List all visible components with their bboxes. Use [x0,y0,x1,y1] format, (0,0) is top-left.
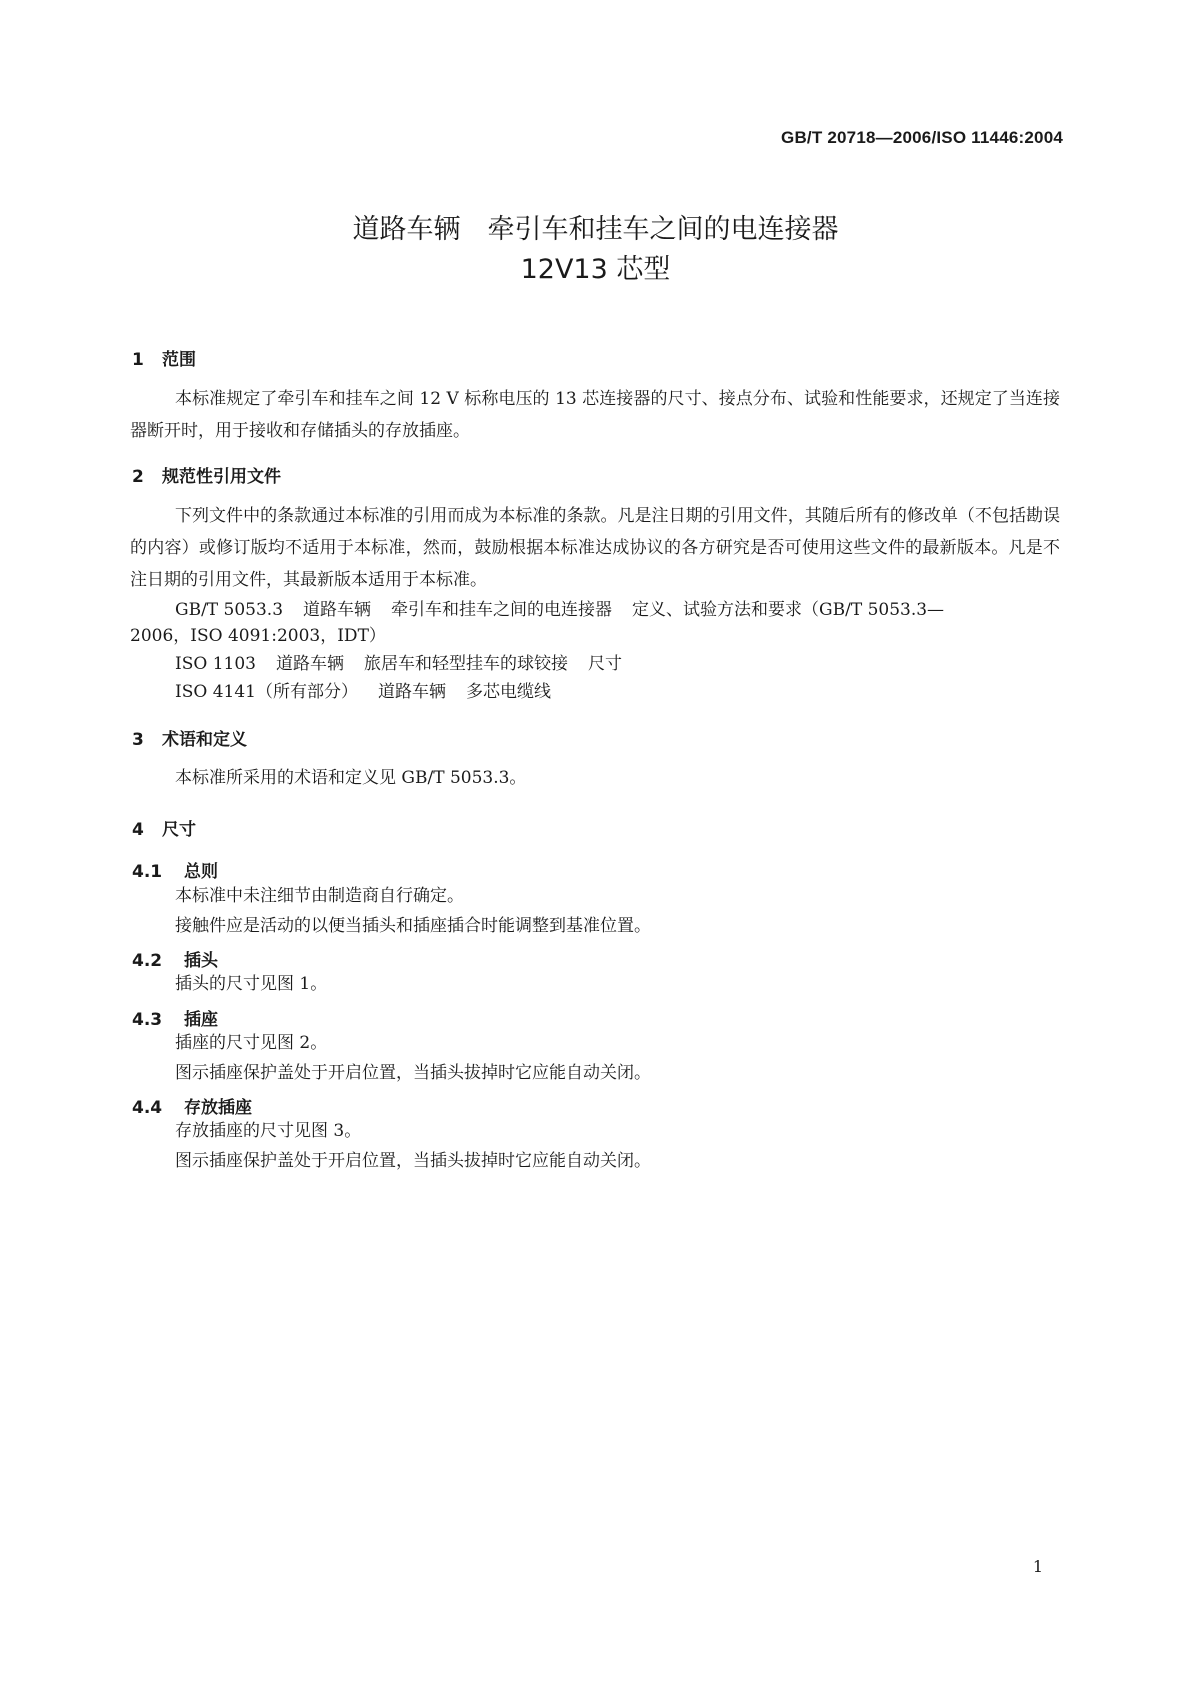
ref-title: 牵引车和挂车之间的电连接器 [391,600,613,620]
title-line-2: 12V13 芯型 [520,254,671,285]
ref-code: ISO 1103 [175,654,256,674]
ref-title: 道路车辆 [303,600,372,620]
page-number: 1 [1032,1557,1043,1576]
section-number: 2 [132,467,144,487]
body-line: 接触件应是活动的以便当插头和插座插合时能调整到基准位置。 [175,916,651,936]
section-2-heading [132,462,281,487]
subsection-number: 4.4 [132,1098,163,1118]
ref-title: 多芯电缆线 [465,682,551,702]
subsection-title: 总则 [184,862,218,882]
section-3-paragraph: 本标准所采用的术语和定义见 GB/T 5053.3。 [175,768,527,788]
subsection-title: 插座 [184,1010,218,1030]
normative-reference-cont: 2006，ISO 4091:2003，IDT） [130,626,386,646]
section-3-heading [132,725,247,750]
ref-code: GB/T 5053.3 [175,600,284,620]
ref-title: 道路车辆 [275,654,344,674]
section-number: 3 [132,730,144,750]
section-number: 4 [132,820,144,840]
body-line: 插座的尺寸见图 2。 [175,1033,328,1053]
ref-title: 旅居车和轻型挂车的球铰接 [363,654,568,674]
subsection-number: 4.1 [132,862,163,882]
section-1-paragraph: 本标准规定了牵引车和挂车之间 12 V 标称电压的 13 芯连接器的尺寸、接点分布、试验和性能要求，还规定了当连接器断开时，用于接收和存储插头的存放插座。 [130,389,1060,441]
subsection-number: 4.2 [132,951,163,971]
section-title: 术语和定义 [162,730,247,750]
ref-code: ISO 4141（所有部分） [175,682,358,702]
normative-reference [175,676,551,708]
body-line: 图示插座保护盖处于开启位置，当插头拔掉时它应能自动关闭。 [175,1063,651,1083]
subsection-number: 4.3 [132,1010,163,1030]
section-4-heading [132,815,196,840]
section-title: 规范性引用文件 [162,467,281,487]
document-title [0,210,1191,290]
subsection-4-1-heading [132,857,218,882]
section-1-heading [132,345,196,370]
ref-title: 尺寸 [587,654,622,674]
body-line: 本标准中未注细节由制造商自行确定。 [175,886,464,906]
section-title: 尺寸 [162,820,196,840]
section-number: 1 [132,350,144,370]
body-line: 图示插座保护盖处于开启位置，当插头拔掉时它应能自动关闭。 [175,1151,651,1171]
body-line: 插头的尺寸见图 1。 [175,974,328,994]
body-line: 存放插座的尺寸见图 3。 [175,1121,362,1141]
ref-title: 道路车辆 [377,682,446,702]
standard-code: GB/T 20718—2006/ISO 11446:2004 [781,128,1063,147]
subsection-title: 插头 [184,951,218,971]
section-2-paragraph: 下列文件中的条款通过本标准的引用而成为本标准的条款。凡是注日期的引用文件，其随后所有的修改单（不包括勘误的内容）或修订版均不适用于本标准，然而，鼓励根据本标准达成协议的各方研究是否可使用这些文件的最新版本。凡是不注日期的引用文件，其最新版本适用于本标准。 [130,506,1060,590]
title-line-1: 道路车辆 牵引车和挂车之间的电连接器 [352,214,839,245]
ref-title: 定义、试验方法和要求（GB/T 5053.3— [632,600,945,620]
section-title: 范围 [162,350,196,370]
subsection-title: 存放插座 [184,1098,252,1118]
